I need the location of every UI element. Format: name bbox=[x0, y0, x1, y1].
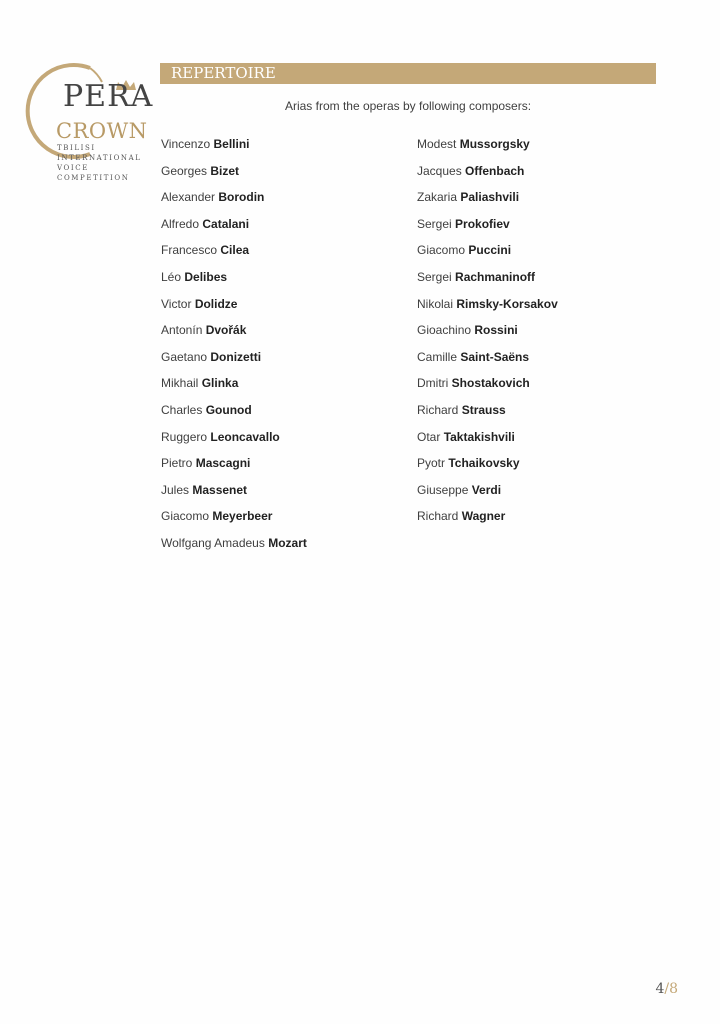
composer-item bbox=[161, 535, 307, 562]
logo-subtitle-line: VOICE bbox=[57, 164, 89, 172]
composer-first-name: Alfredo bbox=[161, 216, 200, 231]
composer-last-name: Cilea bbox=[220, 243, 250, 258]
composer-last-name: Tchaikovsky bbox=[448, 456, 520, 471]
composer-item bbox=[417, 429, 558, 456]
composer-last-name: Donizetti bbox=[210, 349, 262, 364]
composer-item bbox=[417, 296, 558, 323]
composer-first-name: Charles bbox=[161, 402, 203, 417]
section-title: REPERTOIRE bbox=[171, 64, 276, 82]
composer-first-name: Richard bbox=[417, 402, 459, 417]
composer-last-name: Mussorgsky bbox=[459, 137, 530, 151]
page-current: 4 bbox=[655, 981, 665, 997]
composer-item bbox=[161, 269, 307, 296]
composer-item bbox=[161, 216, 307, 243]
composer-last-name: Glinka bbox=[201, 376, 239, 391]
composer-first-name: Sergei bbox=[417, 216, 452, 231]
composer-last-name: Massenet bbox=[192, 482, 248, 497]
composer-item bbox=[417, 508, 558, 535]
composer-item bbox=[161, 136, 307, 163]
composer-first-name: Zakaria bbox=[417, 190, 458, 205]
composer-first-name: Georges bbox=[161, 163, 208, 178]
section-banner bbox=[160, 63, 656, 84]
logo-text-pera: PERA bbox=[63, 79, 154, 114]
composer-item bbox=[417, 322, 558, 349]
composer-first-name: Nikolai bbox=[417, 296, 454, 311]
composer-item bbox=[161, 296, 307, 323]
logo-text-crown: CROWN bbox=[56, 119, 148, 143]
composer-last-name: Strauss bbox=[461, 402, 506, 417]
composer-last-name: Catalani bbox=[202, 216, 250, 231]
page-total: /8 bbox=[664, 981, 678, 997]
composer-last-name: Mozart bbox=[268, 535, 307, 550]
composer-item bbox=[161, 429, 307, 456]
composer-item bbox=[417, 455, 558, 482]
composer-first-name: Francesco bbox=[161, 243, 218, 258]
composer-first-name: Wolfgang Amadeus bbox=[161, 535, 265, 550]
composer-first-name: Otar bbox=[417, 429, 441, 444]
composer-item bbox=[161, 402, 307, 429]
composer-last-name: Offenbach bbox=[465, 163, 525, 178]
logo-subtitle-line: COMPETITION bbox=[57, 174, 130, 182]
composer-last-name: Puccini bbox=[468, 243, 512, 258]
composer-first-name: Mikhail bbox=[161, 376, 199, 391]
composer-first-name: Gioachino bbox=[417, 323, 472, 338]
composer-item bbox=[161, 375, 307, 402]
composer-item bbox=[417, 402, 558, 429]
page-number bbox=[655, 981, 678, 997]
composer-item bbox=[417, 349, 558, 376]
composer-first-name: Sergei bbox=[417, 269, 452, 284]
composer-last-name: Prokofiev bbox=[455, 216, 510, 231]
composer-first-name: Pietro bbox=[161, 456, 193, 471]
composer-last-name: Dolidze bbox=[194, 296, 238, 311]
composer-last-name: Paliashvili bbox=[460, 190, 520, 205]
composer-first-name: Modest bbox=[417, 137, 457, 151]
composer-first-name: Victor bbox=[161, 296, 192, 311]
composer-first-name: Pyotr bbox=[417, 456, 446, 471]
composer-last-name: Gounod bbox=[205, 402, 252, 417]
composer-item bbox=[161, 508, 307, 535]
composer-item bbox=[161, 163, 307, 190]
composer-first-name: Giacomo bbox=[161, 509, 210, 524]
logo bbox=[18, 58, 154, 188]
composer-last-name: Rossini bbox=[474, 323, 518, 338]
composer-list-left bbox=[161, 136, 307, 562]
composer-item bbox=[417, 136, 558, 163]
composer-item bbox=[417, 242, 558, 269]
composer-item bbox=[161, 455, 307, 482]
logo-subtitle-line: INTERNATIONAL bbox=[57, 154, 142, 162]
composer-last-name: Dvořák bbox=[205, 323, 247, 338]
composer-first-name: Giacomo bbox=[417, 243, 466, 258]
composer-item bbox=[161, 242, 307, 269]
composer-last-name: Rachmaninoff bbox=[455, 269, 536, 284]
composer-last-name: Leoncavallo bbox=[210, 429, 280, 444]
composer-item bbox=[161, 482, 307, 509]
composer-last-name: Delibes bbox=[184, 269, 228, 284]
composer-item bbox=[161, 349, 307, 376]
composer-item bbox=[417, 375, 558, 402]
composer-last-name: Taktakishvili bbox=[443, 429, 515, 444]
composer-item bbox=[161, 189, 307, 216]
composer-last-name: Rimsky-Korsakov bbox=[456, 296, 558, 311]
composer-first-name: Vincenzo bbox=[161, 137, 211, 151]
composer-list-right bbox=[417, 136, 558, 535]
composer-last-name: Wagner bbox=[461, 509, 506, 524]
composer-last-name: Verdi bbox=[471, 482, 502, 497]
composer-last-name: Shostakovich bbox=[451, 376, 530, 391]
composer-first-name: Ruggero bbox=[161, 429, 208, 444]
composer-first-name: Dmitri bbox=[417, 376, 449, 391]
composer-item bbox=[161, 322, 307, 349]
composer-first-name: Jules bbox=[161, 482, 190, 497]
composer-last-name: Saint-Saëns bbox=[460, 349, 530, 364]
composer-last-name: Bellini bbox=[213, 137, 250, 151]
composer-first-name: Camille bbox=[417, 349, 458, 364]
composer-item bbox=[417, 163, 558, 190]
composer-first-name: Gaetano bbox=[161, 349, 208, 364]
composer-first-name: Alexander bbox=[161, 190, 216, 205]
composer-first-name: Jacques bbox=[417, 163, 462, 178]
composer-first-name: Antonín bbox=[161, 323, 203, 338]
composer-last-name: Borodin bbox=[218, 190, 265, 205]
composer-first-name: Giuseppe bbox=[417, 482, 469, 497]
composer-last-name: Bizet bbox=[210, 163, 240, 178]
intro-text: Arias from the operas by following composers: bbox=[284, 99, 532, 113]
composer-last-name: Mascagni bbox=[195, 456, 251, 471]
composer-item bbox=[417, 269, 558, 296]
composer-item bbox=[417, 482, 558, 509]
composer-item bbox=[417, 216, 558, 243]
composer-last-name: Meyerbeer bbox=[212, 509, 273, 524]
logo-subtitle-line: TBILISI bbox=[57, 144, 96, 152]
logo-subtitle bbox=[57, 143, 142, 183]
composer-first-name: Richard bbox=[417, 509, 459, 524]
composer-first-name: Léo bbox=[161, 269, 182, 284]
composer-item bbox=[417, 189, 558, 216]
